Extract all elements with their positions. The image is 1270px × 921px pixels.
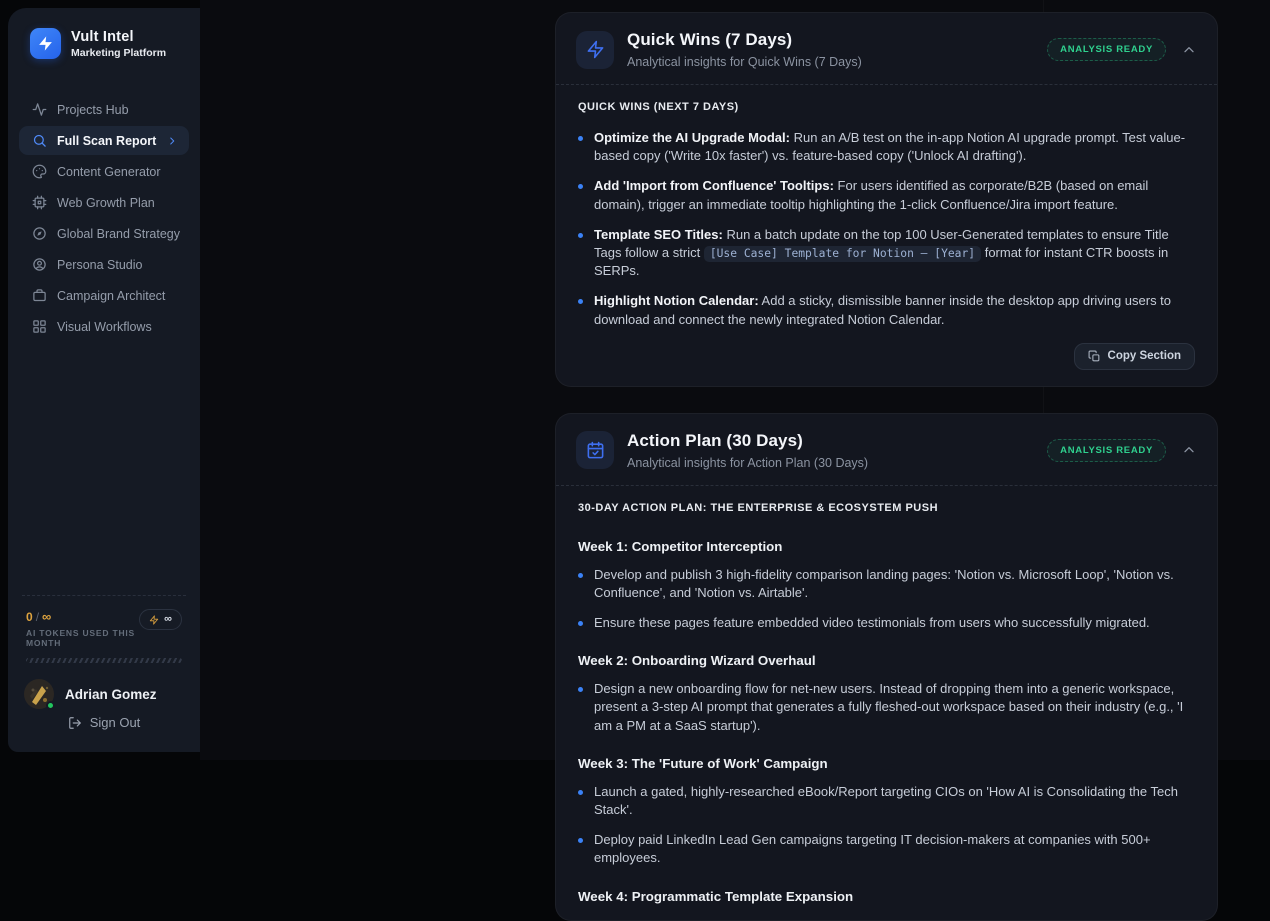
palette-icon [32,164,47,179]
action-plan-card-icon [576,431,614,469]
bullet-text: Ensure these pages feature embedded video testimonials from users who successfully migrated. [594,615,1150,631]
grid-icon [32,319,47,334]
sidebar-item-web-growth-plan[interactable] [19,188,189,217]
chevron-right-icon [166,135,178,147]
sidebar [8,8,200,752]
bullet-text: Template SEO Titles: Run a batch update on the top 100 User-Generated templates to ensure Title Tags follow a strict [Use Case] Template for Notion — [Year] format for instant CTR boosts in SERPs. [594,226,1169,279]
user-profile [24,679,186,709]
bullet-text: Design a new onboarding flow for net-new users. Instead of dropping them into a generic workspace, present a 3-step AI prompt that generates a fully fleshed-out workspace based on their industry (e.g., 'I am a PM at a SaaS startup'). [594,681,1184,733]
sidebar-item-label: Visual Workflows [57,319,152,334]
bullet-text: Highlight Notion Calendar: Add a sticky, dismissible banner inside the desktop app driving users to download and connect the newly integrated Notion Calendar. [594,293,1172,327]
calendar-check-icon [586,441,605,460]
card-blocks [578,101,1195,329]
main-area [200,0,1270,904]
infinity-symbol: ∞ [164,613,172,625]
bullet-text: Deploy paid LinkedIn Lead Gen campaigns targeting IT decision-makers at companies with 500+ employees. [594,832,1151,866]
sidebar-item-projects-hub[interactable] [19,95,189,124]
app-name: Vult Intel [71,28,134,45]
bullet-text: Launch a gated, highly-researched eBook/Report targeting CIOs on 'How AI is Consolidating the Tech Stack'. [594,783,1178,817]
sidebar-nav [8,95,200,341]
card-header [556,414,1217,486]
tokens-separator: / [35,610,40,624]
sidebar-item-label: Full Scan Report [57,133,157,148]
cpu-icon [32,195,47,210]
sign-out-button[interactable] [58,709,151,736]
sidebar-spacer [8,341,200,595]
inline-code: [Use Case] Template for Notion — [Year] [704,246,981,262]
sidebar-item-visual-workflows[interactable] [19,312,189,341]
sidebar-item-label: Web Growth Plan [57,195,155,210]
analysis-ready-badge: ANALYSIS READY [1047,439,1166,462]
avatar [24,679,54,709]
chevron-up-icon [1181,442,1197,458]
quick-wins-card [555,12,1218,387]
token-usage-count [26,609,139,624]
section-heading: QUICK WINS (NEXT 7 DAYS) [578,101,739,113]
week-heading: Week 2: Onboarding Wizard Overhaul [578,653,816,669]
sidebar-item-label: Campaign Architect [57,288,166,303]
collapse-card-button[interactable] [1181,442,1197,458]
chevron-up-icon [1181,42,1197,58]
bullet-item [578,129,1195,165]
bullet-dot-icon [578,838,583,843]
copy-section-label: Copy Section [1107,350,1181,363]
bullet-item [578,783,1195,819]
card-header [556,13,1217,85]
app-logo [30,28,61,59]
sign-out-label: Sign Out [89,715,141,730]
logout-icon [68,716,82,730]
bullet-text: Optimize the AI Upgrade Modal: Run an A/B test on the in-app Notion AI upgrade prompt. Test value-based copy ('Write 10x faster') vs. feature-based copy ('Unlock AI drafting'). [594,130,1186,164]
card-subtitle: Analytical insights for Quick Wins (7 Days) [627,55,862,69]
sidebar-item-global-brand-strategy[interactable] [19,219,189,248]
collapse-card-button[interactable] [1181,42,1197,58]
bullet-item [578,566,1195,602]
report-content [555,12,1218,921]
sidebar-item-content-generator[interactable] [19,157,189,186]
copy-section-button[interactable] [1074,343,1195,370]
brand [8,8,200,59]
card-blocks [578,502,1195,904]
bullet-dot-icon [578,573,583,578]
bullet-item [578,226,1195,281]
search-icon [32,133,47,148]
copy-icon [1088,350,1101,363]
week-heading: Week 3: The 'Future of Work' Campaign [578,755,828,771]
briefcase-icon [32,288,47,303]
sidebar-item-campaign-architect[interactable] [19,281,189,310]
online-status-dot [46,701,55,710]
bullet-dot-icon [578,790,583,795]
tokens-limit: ∞ [42,609,52,624]
bullet-item [578,680,1195,735]
token-usage-panel [22,595,186,663]
sidebar-item-full-scan-report[interactable] [19,126,189,155]
token-usage-progress-bar [26,658,182,663]
bullet-item [578,177,1195,213]
sidebar-item-label: Content Generator [57,164,161,179]
sidebar-item-label: Global Brand Strategy [57,226,180,241]
action-plan-card [555,413,1218,921]
bullet-dot-icon [578,233,583,238]
bullet-item [578,292,1195,328]
bullet-dot-icon [578,136,583,141]
zap-icon [586,40,605,59]
bullet-dot-icon [578,299,583,304]
activity-icon [32,102,47,117]
lightning-logo-icon [37,35,54,52]
bullet-dot-icon [578,687,583,692]
week-heading: Week 4: Programmatic Template Expansion [578,888,854,904]
plan-pill [139,609,182,630]
bullet-text: Add 'Import from Confluence' Tooltips: For users identified as corporate/B2B (based on email domain), trigger an immediate tooltip highlighting the 1-click Confluence/Jira import feature. [594,178,1149,212]
sidebar-item-persona-studio[interactable] [19,250,189,279]
analysis-ready-badge: ANALYSIS READY [1047,38,1166,61]
tokens-used: 0 [26,610,33,624]
lightning-icon [149,615,159,625]
token-usage-label: AI TOKENS USED THIS MONTH [26,628,136,648]
compass-icon [32,226,47,241]
section-heading: 30-DAY ACTION PLAN: THE ENTERPRISE & ECOSYSTEM PUSH [578,501,939,514]
bullet-text: Develop and publish 3 high-fidelity comparison landing pages: 'Notion vs. Microsoft Loop', 'Notion vs. Confluence', and 'Notion vs. Airtable'. [594,566,1174,600]
card-title: Action Plan (30 Days) [627,430,803,450]
card-subtitle: Analytical insights for Action Plan (30 Days) [627,455,869,470]
sidebar-item-label: Projects Hub [57,102,129,117]
quick-wins-card-icon [576,31,614,69]
sidebar-item-label: Persona Studio [57,257,143,272]
bullet-item [578,614,1195,632]
card-title: Quick Wins (7 Days) [627,30,793,49]
bullet-item [578,831,1195,867]
week-heading: Week 1: Competitor Interception [578,538,783,554]
bullet-dot-icon [578,184,583,189]
user-circle-icon [32,257,47,272]
bullet-dot-icon [578,621,583,626]
app-tagline: Marketing Platform [71,46,167,59]
user-name: Adrian Gomez [65,686,157,702]
